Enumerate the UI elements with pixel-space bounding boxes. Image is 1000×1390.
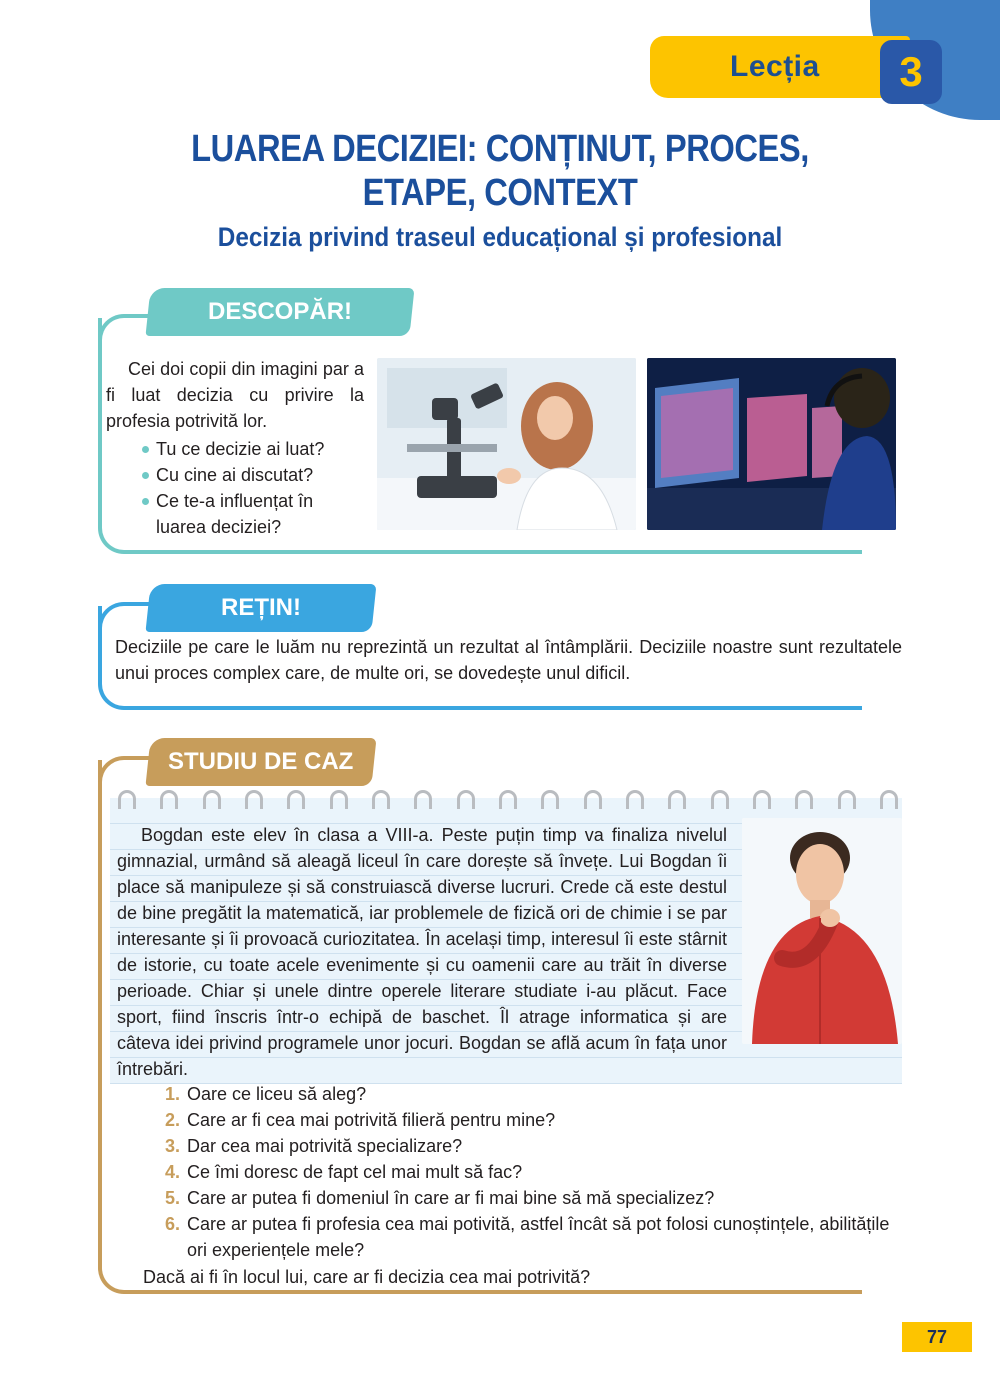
case-study-closing: Dacă ai fi în locul lui, care ar fi decizia cea mai potrivită?	[143, 1267, 591, 1287]
remember-text: Deciziile pe care le luăm nu reprezintă un rezultat al întâmplării. Deciziile noastre sunt rezultatele unui proces complex care, de multe ori, se dovedește unul dificil.	[115, 637, 902, 683]
notebook-rings	[118, 790, 898, 810]
list-item: 4. Ce îmi doresc de fapt cel mai mult să fac?	[165, 1162, 523, 1182]
page-title-line1: LUAREA DECIZIEI: CONȚINUT, PROCES,	[191, 128, 809, 170]
case-study-text: Bogdan este elev în clasa a VIII-a. Peste puțin timp va finaliza nivelul gimnazial, urmând să aleagă liceul în care dorește să învețe. Lui Bogdan îi place să manipuleze și să construiască diverse lucruri. Crede că este destul de bine pregătit la matematică, iar problemele de fizică ori de chimie i se par interesante și îi provoacă curiozitatea. În același timp, interesul îi este stârnit de istorie, cu toate acele evenimente și cu oamenii care au trăit în diverse perioade. Chiar și unele dintre operele literare studiate i-au plăcut. Face sport, fiind înscris într-o echipă de baschet. Îl atrage informatica și are câteva idei privind programele unor jocuri. Bogdan se află acum în fața unor întrebări.	[117, 825, 727, 1079]
list-item: 6. Care ar putea fi profesia cea mai potivită, astfel încât să pot folosi cunoștințele, abilitățile ori experiențele mele?	[165, 1214, 890, 1260]
list-item: Tu ce decizie ai luat?	[140, 436, 366, 462]
list-item: 1. Oare ce liceu să aleg?	[165, 1084, 367, 1104]
discover-heading: DESCOPĂR!	[145, 288, 414, 336]
student-photo	[742, 818, 902, 1044]
gaming-illustration	[647, 358, 896, 530]
lesson-tab	[650, 36, 910, 98]
page-subtitle: Decizia privind traseul educațional și profesional	[217, 222, 783, 252]
page-number: 77	[902, 1322, 972, 1352]
list-item: 5. Care ar putea fi domeniul în care ar fi mai bine să mă specializez?	[165, 1188, 715, 1208]
case-study-questions	[165, 1081, 900, 1263]
lesson-label: Lecția	[730, 50, 820, 83]
list-item: Cu cine ai discutat?	[140, 462, 366, 488]
microscope-photo	[377, 358, 636, 530]
list-item: Ce te-a influențat în luarea deciziei?	[140, 488, 366, 540]
case-study-heading: STUDIU DE CAZ	[145, 738, 376, 786]
student-illustration	[742, 818, 902, 1044]
gaming-photo	[647, 358, 896, 530]
lesson-number: 3	[880, 40, 942, 104]
list-item: 2. Care ar fi cea mai potrivită filieră pentru mine?	[165, 1110, 556, 1130]
page-title-line2: ETAPE, CONTEXT	[362, 172, 638, 214]
remember-heading: REȚIN!	[145, 584, 376, 632]
list-item: 3. Dar cea mai potrivită specializare?	[165, 1136, 463, 1156]
discover-intro: Cei doi copii din imagini par a fi luat decizia cu privire la profesia potrivită lor.	[106, 359, 364, 431]
discover-questions	[140, 436, 366, 540]
microscope-illustration	[377, 358, 636, 530]
